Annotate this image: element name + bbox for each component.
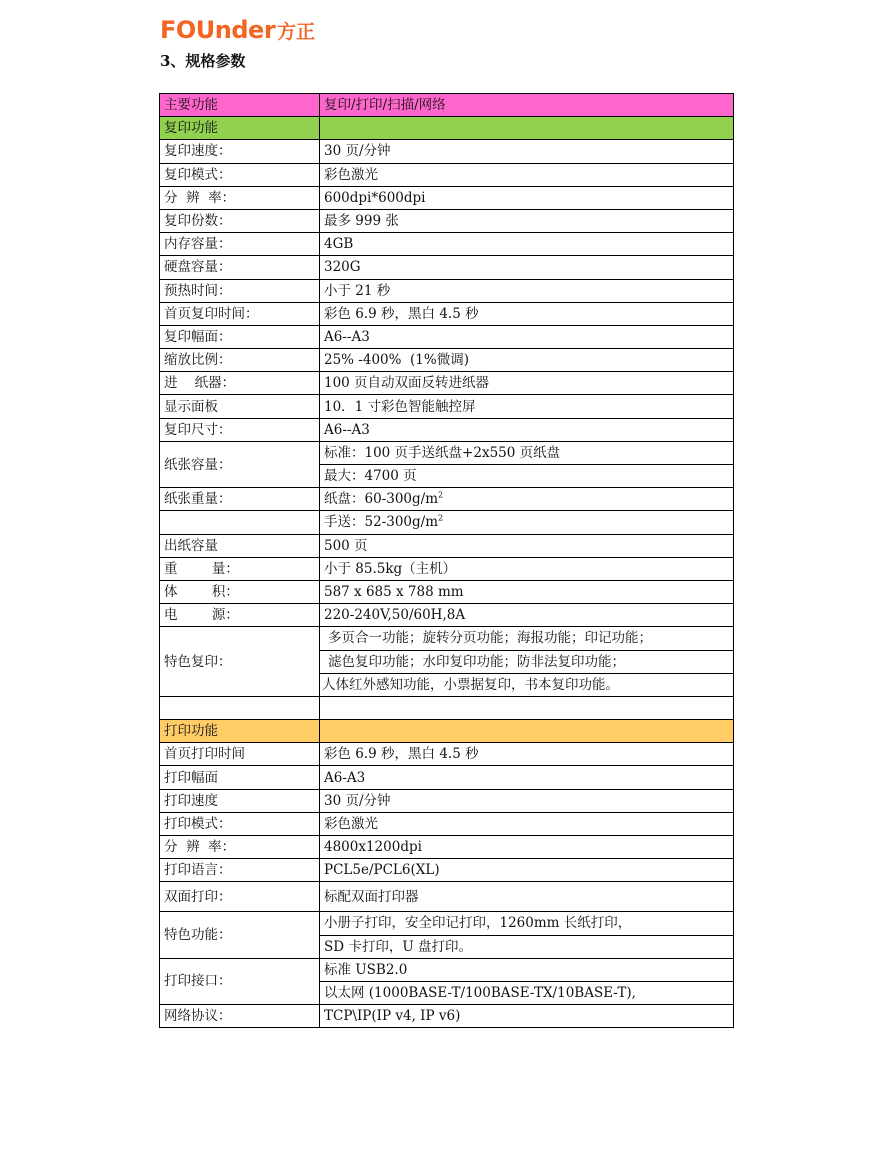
table-row — [160, 325, 734, 348]
table-row — [160, 488, 734, 511]
special-copy-label: 特色复印： — [160, 627, 320, 697]
network-label: 网络协议： — [160, 1005, 320, 1028]
blank-cell — [160, 511, 320, 534]
table-row — [160, 511, 734, 534]
row-label: 打印模式： — [160, 812, 320, 835]
table-row — [160, 256, 734, 279]
row-value: 25% -400% (1%微调) — [320, 349, 734, 372]
table-row — [160, 441, 734, 464]
row-value: 标配双面打印器 — [320, 882, 734, 912]
table-row — [160, 140, 734, 163]
row-label: 双面打印： — [160, 882, 320, 912]
row-label: 打印语言： — [160, 859, 320, 882]
row-value: 彩色 6.9 秒，黑白 4.5 秒 — [320, 302, 734, 325]
network-value: TCP\IP(IP v4, IP v6) — [320, 1005, 734, 1028]
founder-logo — [160, 12, 315, 42]
spec-table — [159, 93, 734, 1028]
table-row — [160, 812, 734, 835]
table-row — [160, 186, 734, 209]
table-row — [160, 418, 734, 441]
row-value: 30 页/分钟 — [320, 140, 734, 163]
header-value: 复印/打印/扫描/网络 — [320, 94, 734, 117]
paper-capacity-max: 最大：4700 页 — [320, 465, 734, 488]
table-row — [160, 279, 734, 302]
table-row — [160, 349, 734, 372]
print-section-blank — [320, 720, 734, 743]
table-row — [160, 912, 734, 935]
blank-cell — [160, 696, 320, 719]
table-row — [160, 882, 734, 912]
row-label: 复印速度： — [160, 140, 320, 163]
copy-section-blank — [320, 117, 734, 140]
row-label: 首页打印时间 — [160, 743, 320, 766]
row-label: 电 源： — [160, 604, 320, 627]
row-label: 复印尺寸： — [160, 418, 320, 441]
special-print-line-1: 小册子打印，安全印记打印，1260mm 长纸打印， — [320, 912, 734, 935]
special-copy-line-1: 多页合一功能；旋转分页功能；海报功能；印记功能； — [320, 627, 734, 650]
row-value: 10．1 寸彩色智能触控屏 — [320, 395, 734, 418]
paper-weight-manual-text: 手送：52-300g/m — [324, 514, 438, 531]
row-value: 彩色激光 — [320, 163, 734, 186]
table-row — [160, 534, 734, 557]
row-label: 复印幅面： — [160, 325, 320, 348]
header-row — [160, 94, 734, 117]
print-interface-ethernet: 以太网 (1000BASE-T/100BASE-TX/10BASE-T), — [320, 981, 734, 1004]
copy-section-row — [160, 117, 734, 140]
table-row — [160, 302, 734, 325]
special-copy-line-2: 滤色复印功能；水印复印功能；防非法复印功能； — [320, 650, 734, 673]
superscript: 2 — [438, 513, 444, 523]
row-label: 打印速度 — [160, 789, 320, 812]
row-value: 彩色 6.9 秒，黑白 4.5 秒 — [320, 743, 734, 766]
print-section-row — [160, 720, 734, 743]
row-value: 220-240V,50/60H,8A — [320, 604, 734, 627]
paper-weight-manual — [320, 511, 734, 534]
row-label: 预热时间： — [160, 279, 320, 302]
blank-row — [160, 696, 734, 719]
logo-chinese: 方正 — [277, 21, 316, 43]
print-interface-usb: 标准 USB2.0 — [320, 958, 734, 981]
row-value: 小于 85.5kg（主机） — [320, 557, 734, 580]
row-value: 彩色激光 — [320, 812, 734, 835]
row-value: 587 x 685 x 788 mm — [320, 580, 734, 603]
table-row — [160, 557, 734, 580]
blank-cell — [320, 696, 734, 719]
table-row — [160, 627, 734, 650]
row-label: 内存容量： — [160, 233, 320, 256]
table-row — [160, 836, 734, 859]
row-label: 复印份数： — [160, 209, 320, 232]
table-row — [160, 859, 734, 882]
print-section-title: 打印功能 — [160, 720, 320, 743]
paper-weight-tray — [320, 488, 734, 511]
table-row — [160, 766, 734, 789]
logo-wordmark: FOUnder — [160, 16, 276, 44]
print-interface-label: 打印接口： — [160, 958, 320, 1004]
row-value: 100 页自动双面反转进纸器 — [320, 372, 734, 395]
table-row — [160, 372, 734, 395]
superscript: 2 — [438, 490, 444, 500]
row-value: A6--A3 — [320, 325, 734, 348]
row-value: 最多 999 张 — [320, 209, 734, 232]
row-value: PCL5e/PCL6(XL) — [320, 859, 734, 882]
table-row — [160, 958, 734, 981]
paper-weight-tray-text: 纸盘：60-300g/m — [324, 491, 438, 508]
row-label: 重 量： — [160, 557, 320, 580]
row-label: 缩放比例： — [160, 349, 320, 372]
row-value: 4GB — [320, 233, 734, 256]
table-row — [160, 395, 734, 418]
row-value: 500 页 — [320, 534, 734, 557]
row-value: 600dpi*600dpi — [320, 186, 734, 209]
row-label: 进 纸器： — [160, 372, 320, 395]
row-label: 显示面板 — [160, 395, 320, 418]
special-print-line-2: SD 卡打印，U 盘打印。 — [320, 935, 734, 958]
row-label: 复印模式： — [160, 163, 320, 186]
header-label: 主要功能 — [160, 94, 320, 117]
row-value: A6-A3 — [320, 766, 734, 789]
row-value: A6--A3 — [320, 418, 734, 441]
row-label: 打印幅面 — [160, 766, 320, 789]
row-label: 出纸容量 — [160, 534, 320, 557]
row-label: 体 积： — [160, 580, 320, 603]
row-label: 硬盘容量： — [160, 256, 320, 279]
row-value: 4800x1200dpi — [320, 836, 734, 859]
copy-section-title: 复印功能 — [160, 117, 320, 140]
row-label: 分 辨 率： — [160, 836, 320, 859]
paper-capacity-standard: 标准：100 页手送纸盘+2x550 页纸盘 — [320, 441, 734, 464]
table-row — [160, 604, 734, 627]
table-row — [160, 580, 734, 603]
row-value: 小于 21 秒 — [320, 279, 734, 302]
table-row — [160, 233, 734, 256]
row-value: 30 页/分钟 — [320, 789, 734, 812]
paper-capacity-label: 纸张容量： — [160, 441, 320, 487]
table-row — [160, 789, 734, 812]
table-row — [160, 1005, 734, 1028]
special-print-label: 特色功能： — [160, 912, 320, 958]
table-row — [160, 163, 734, 186]
table-row — [160, 743, 734, 766]
table-row — [160, 209, 734, 232]
special-copy-line-3: 人体红外感知功能，小票据复印，书本复印功能。 — [320, 673, 734, 696]
paper-weight-label: 纸张重量： — [160, 488, 320, 511]
row-label: 首页复印时间： — [160, 302, 320, 325]
row-value: 320G — [320, 256, 734, 279]
row-label: 分 辨 率： — [160, 186, 320, 209]
section-heading: 3、规格参数 — [160, 52, 246, 70]
